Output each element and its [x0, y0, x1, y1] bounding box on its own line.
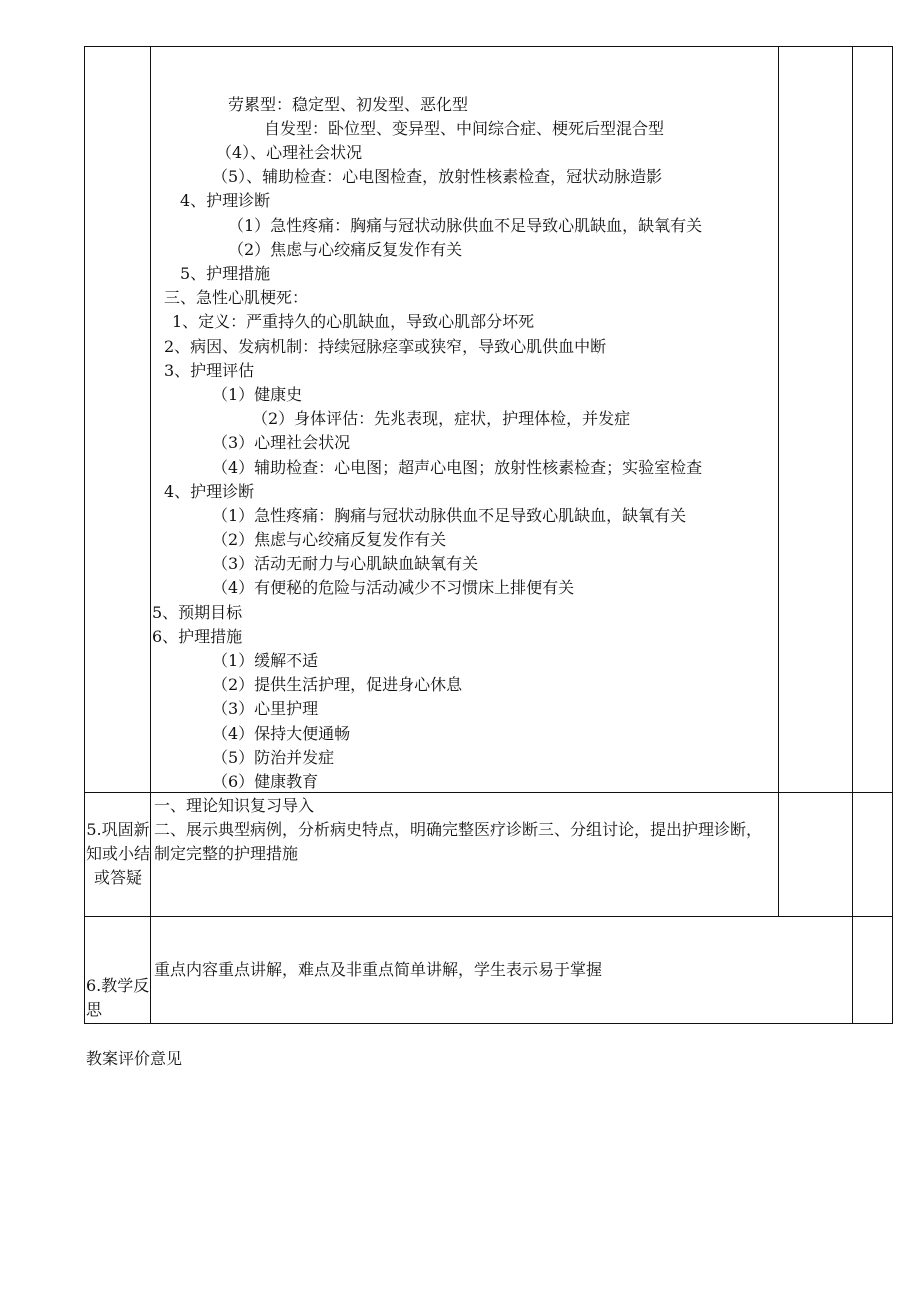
content-line: （4）辅助检查：心电图；超声心电图；放射性核素检查；实验室检查: [212, 458, 703, 477]
content-line: （6）健康教育: [212, 772, 319, 791]
content-line: （1）急性疼痛：胸痛与冠状动脉供血不足导致心肌缺血，缺氧有关: [228, 216, 703, 235]
content-line: 劳累型：稳定型、初发型、恶化型: [228, 95, 469, 114]
content-line: （5）、辅助检查：心电图检查，放射性核素检查，冠状动脉造影: [212, 167, 663, 186]
content-line: 1、定义：严重持久的心肌缺血，导致心肌部分坏死: [172, 312, 535, 331]
row5-label: 5.巩固新知或小结或答疑: [86, 820, 151, 887]
table-left-border: [84, 46, 85, 1024]
row6-text: 重点内容重点讲解，难点及非重点简单讲解，学生表示易于掌握: [154, 960, 603, 979]
row-divider-1: [84, 792, 893, 793]
row6-label: 6.教学反思: [86, 976, 150, 1019]
content-line: （3）心里护理: [212, 699, 319, 718]
table-top-border: [84, 46, 893, 47]
extra-column-divider: [852, 46, 853, 1024]
content-line: （1）健康史: [212, 385, 303, 404]
content-line: 5、预期目标: [152, 603, 243, 622]
content-line: 2、病因、发病机制：持续冠脉痉挛或狭窄，导致心肌供血中断: [164, 337, 607, 356]
content-line: （1）缓解不适: [212, 651, 319, 670]
content-column-divider: [778, 46, 779, 917]
content-line: （4）保持大便通畅: [212, 724, 351, 743]
content-line: 4、护理诊断: [164, 482, 255, 501]
content-line: （3）心理社会状况: [212, 433, 351, 452]
content-line: 3、护理评估: [164, 361, 255, 380]
content-line: （2）身体评估：先兆表现，症状，护理体检，并发症: [252, 409, 631, 428]
evaluation-heading: 教案评价意见: [86, 1049, 183, 1068]
table-right-border: [892, 46, 893, 1024]
content-line: （5）防治并发症: [212, 748, 335, 767]
label-column-divider: [150, 46, 151, 1024]
content-line: 自发型：卧位型、变异型、中间综合症、梗死后型混合型: [264, 119, 665, 138]
row-divider-2: [84, 916, 893, 917]
content-line: （2）焦虑与心绞痛反复发作有关: [212, 530, 447, 549]
table-bottom-border: [84, 1023, 893, 1024]
row5-line1: 一、理论知识复习导入: [154, 796, 315, 815]
content-line: （3）活动无耐力与心肌缺血缺氧有关: [212, 554, 479, 573]
content-line: 三、急性心肌梗死：: [164, 288, 309, 307]
content-line: 4、护理诊断: [180, 191, 271, 210]
row5-line2: 二、展示典型病例，分析病史特点，明确完整医疗诊断三、分组讨论，提出护理诊断，制定完整的护理措施: [154, 820, 763, 863]
content-line: （4）、心理社会状况: [216, 143, 363, 162]
content-line: （2）焦虑与心绞痛反复发作有关: [228, 240, 463, 259]
content-line: （4）有便秘的危险与活动减少不习惯床上排便有关: [212, 578, 575, 597]
content-line: （1）急性疼痛：胸痛与冠状动脉供血不足导致心肌缺血，缺氧有关: [212, 506, 687, 525]
content-line: （2）提供生活护理，促进身心休息: [212, 675, 463, 694]
content-line: 6、护理措施: [152, 627, 243, 646]
content-line: 5、护理措施: [180, 264, 271, 283]
